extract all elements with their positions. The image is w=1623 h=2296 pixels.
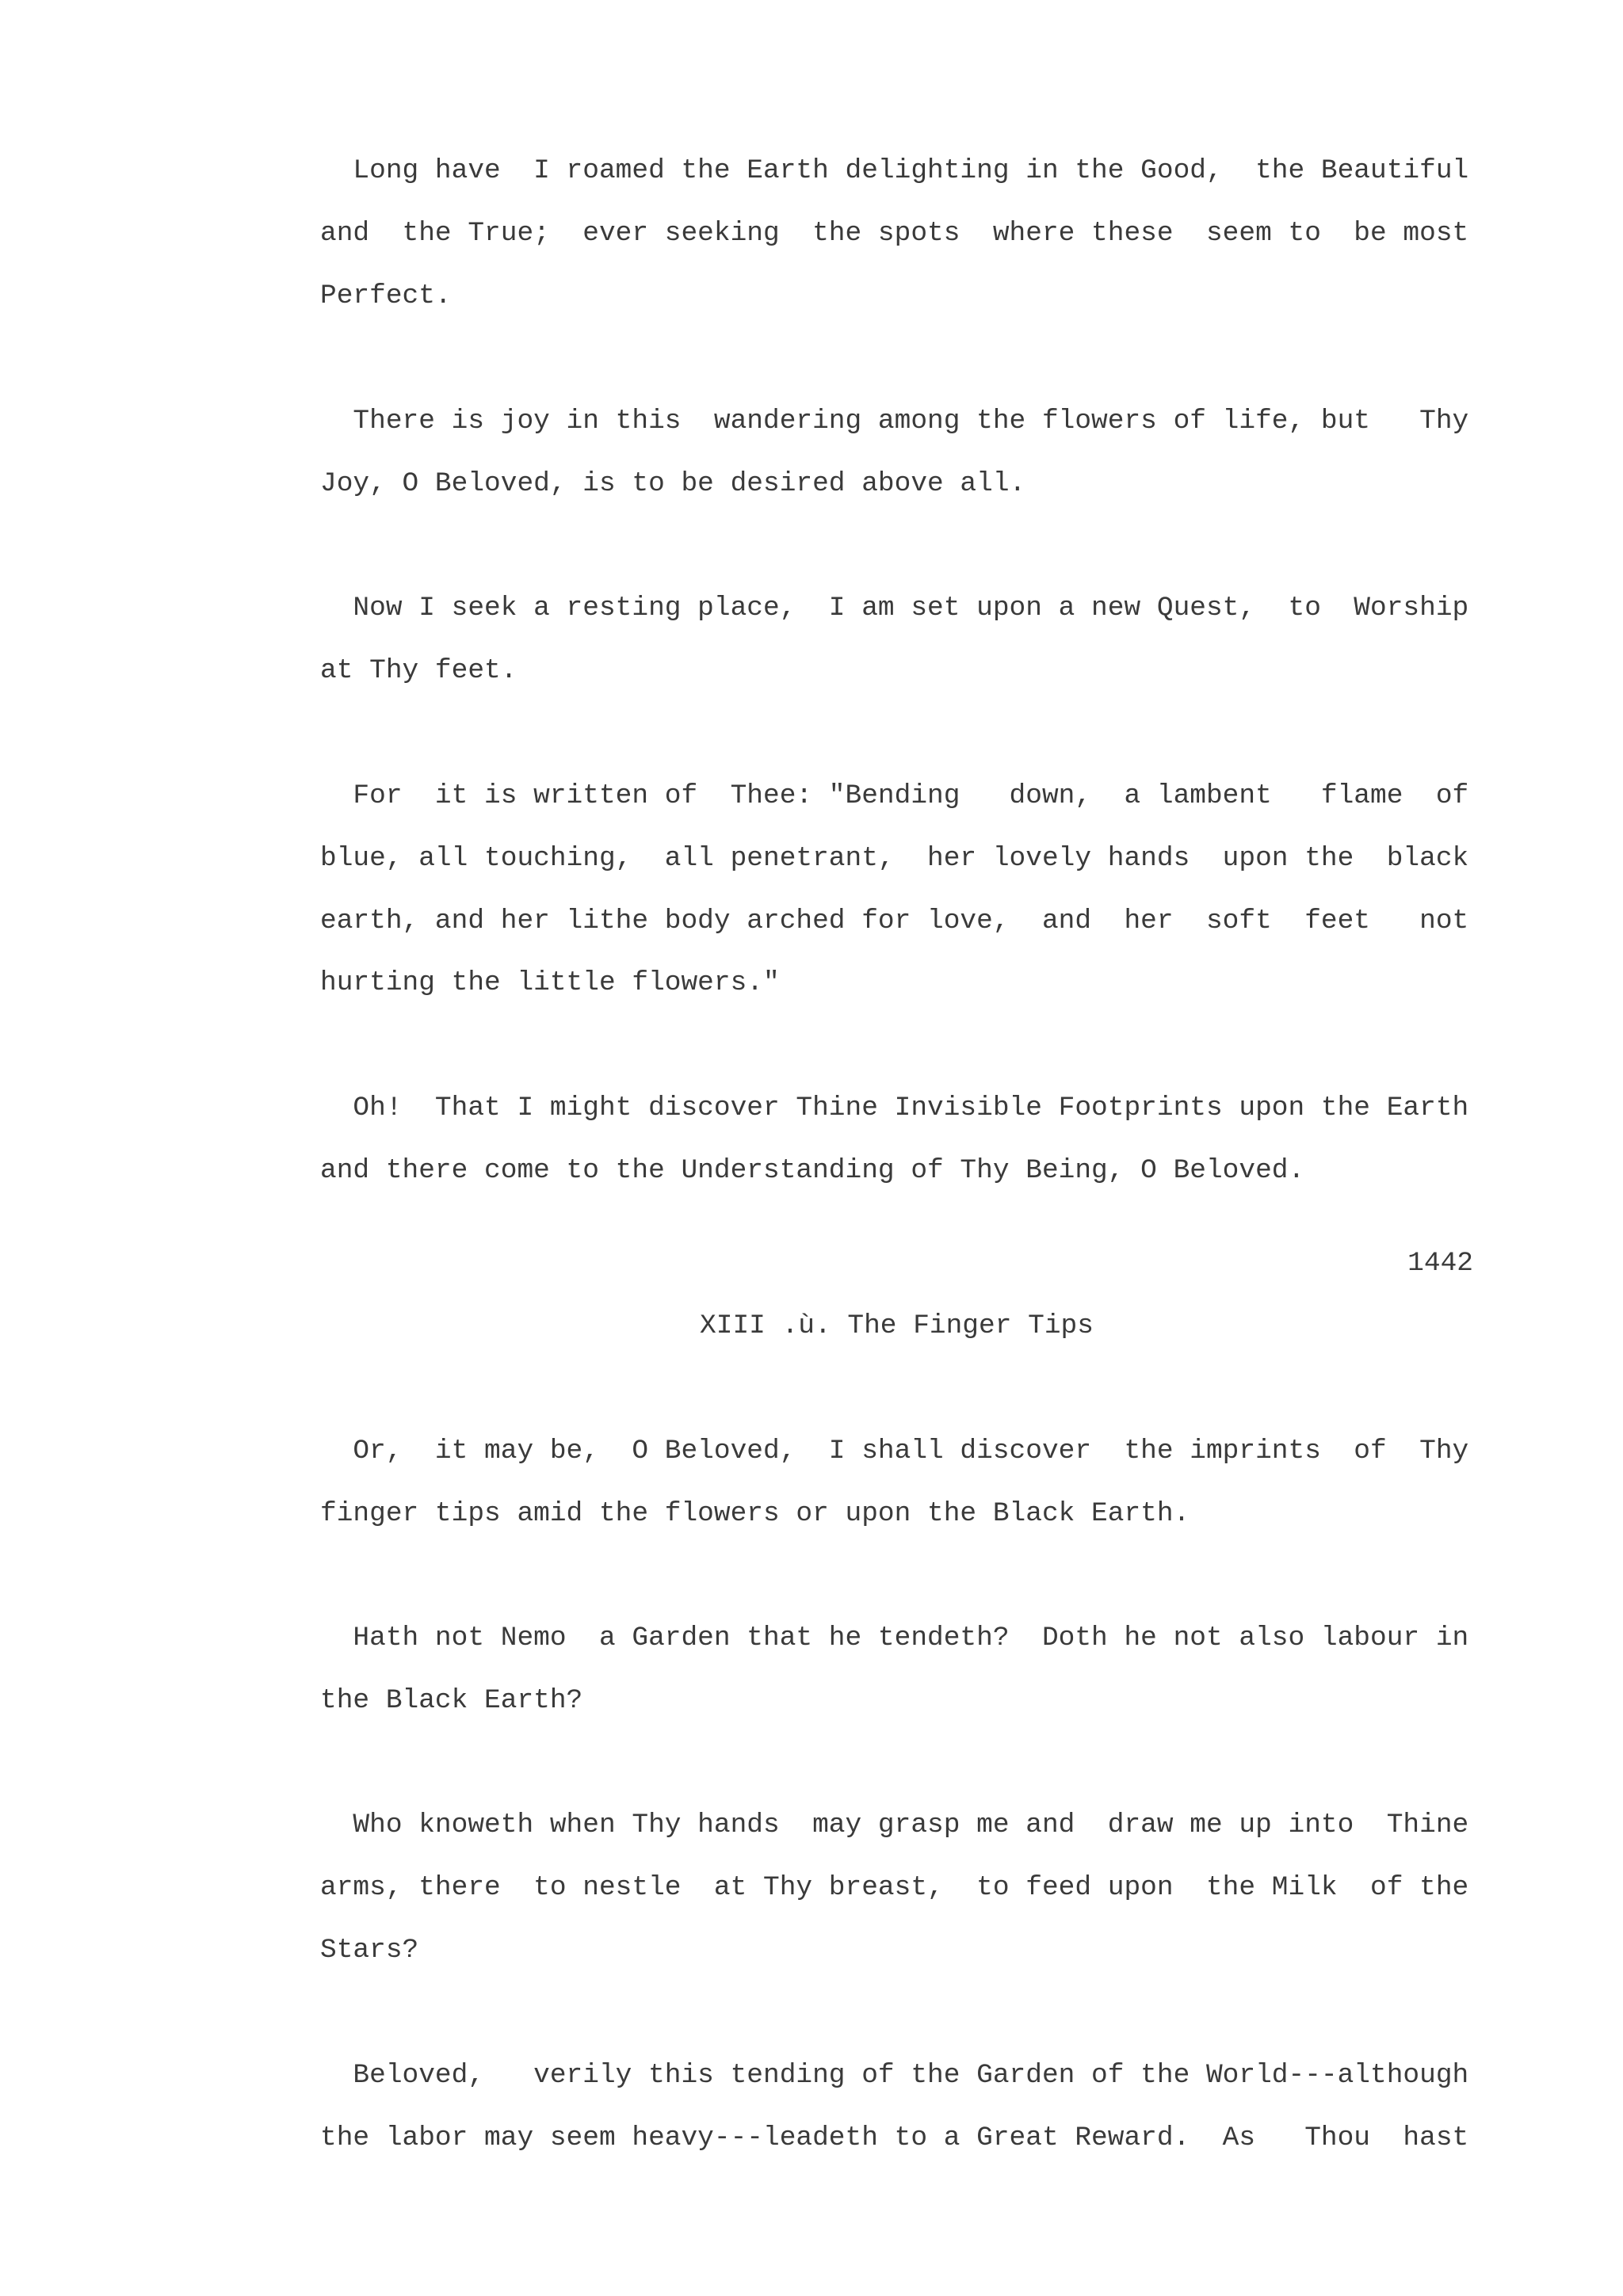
text-line: There is joy in this wandering among the flowers of life, but Thy bbox=[320, 406, 1469, 437]
text-line: Perfect. bbox=[320, 280, 452, 311]
text-line: blue, all touching, all penetrant, her lovely hands upon the black bbox=[320, 843, 1469, 874]
text-line: Or, it may be, O Beloved, I shall discover the imprints of Thy bbox=[320, 1436, 1469, 1466]
text-line: Joy, O Beloved, is to be desired above all. bbox=[320, 468, 1026, 499]
text-line: Stars? bbox=[320, 1935, 419, 1966]
text-line: For it is written of Thee: "Bending down, a lambent flame of bbox=[320, 780, 1469, 811]
section-heading: XIII .ù. The Finger Tips bbox=[700, 1310, 1094, 1341]
text-line: Now I seek a resting place, I am set upon a new Quest, to Worship bbox=[320, 593, 1469, 624]
text-line: and the True; ever seeking the spots where these seem to be most bbox=[320, 218, 1469, 249]
text-line: and there come to the Understanding of Thy Being, O Beloved. bbox=[320, 1155, 1305, 1186]
text-line: arms, there to nestle at Thy breast, to feed upon the Milk of the bbox=[320, 1872, 1469, 1903]
text-line: Beloved, verily this tending of the Garden of the World---although bbox=[320, 2060, 1469, 2091]
text-line: Who knoweth when Thy hands may grasp me and draw me up into Thine bbox=[320, 1810, 1469, 1840]
text-line: hurting the little flowers." bbox=[320, 967, 780, 998]
text-line: the Black Earth? bbox=[320, 1685, 583, 1716]
document-page bbox=[320, 0, 1473, 2296]
text-line: Long have I roamed the Earth delighting in the Good, the Beautiful bbox=[320, 155, 1469, 186]
text-line: finger tips amid the flowers or upon the Black Earth. bbox=[320, 1498, 1190, 1529]
text-line: at Thy feet. bbox=[320, 655, 517, 686]
text-line: the labor may seem heavy---leadeth to a Great Reward. As Thou hast bbox=[320, 2122, 1469, 2153]
text-line: Oh! That I might discover Thine Invisible Footprints upon the Earth bbox=[320, 1093, 1469, 1123]
text-line: earth, and her lithe body arched for love, and her soft feet not bbox=[320, 906, 1469, 936]
page-number: 1442 bbox=[1407, 1248, 1473, 1279]
text-line: Hath not Nemo a Garden that he tendeth? Doth he not also labour in bbox=[320, 1623, 1469, 1653]
